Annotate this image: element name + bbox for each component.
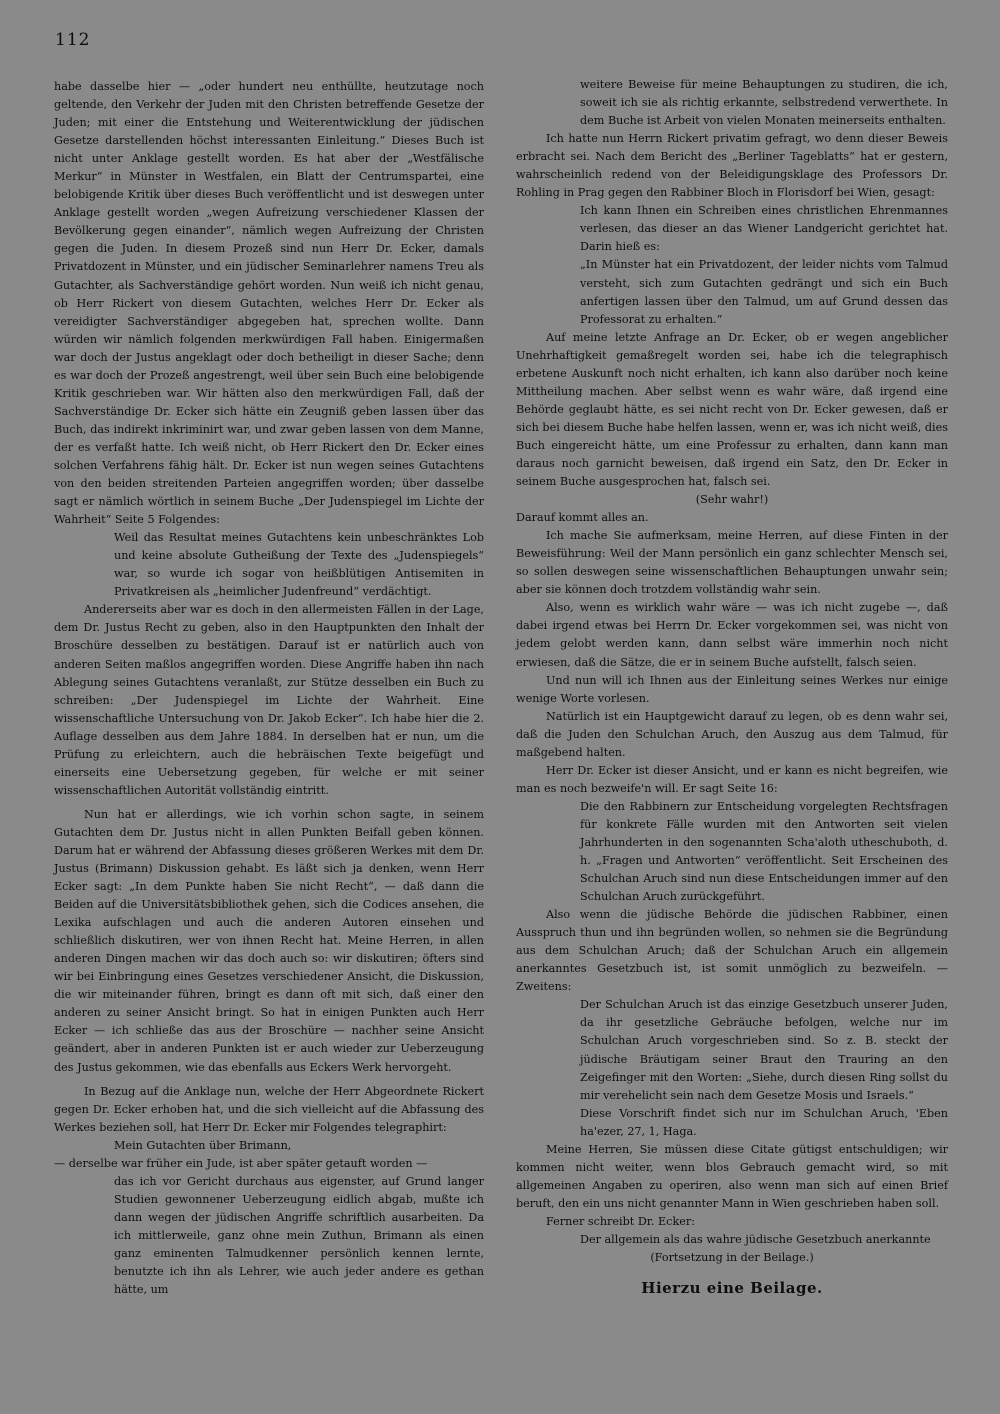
paragraph: Der Schulchan Aruch ist das einzige Gesetzbuch unserer Juden, da ihr gesetzliche Gebräuche befolgen, welche nur im Schulchan Aruch vorgeschrieben sind. So z. B. steckt der jüdische Bräutigam seiner Braut den Trauring an den Zeigefinger mit den Worten: „Siehe, durch diesen Ring sollst du mir verehelicht sein nach dem Gesetze Mosis und Israels.“ xyxy=(580,998,948,1102)
paragraph: Ferner schreibt Dr. Ecker: xyxy=(546,1214,695,1228)
paragraph: (Sehr wahr!) xyxy=(695,493,769,507)
page-number: 112 xyxy=(55,30,91,50)
paragraph: Diese Vorschrift findet sich nur im Schulchan Aruch, 'Eben ha'ezer, 27, 1, Haga. xyxy=(580,1106,948,1138)
paragraph: In Bezug auf die Anklage nun, welche der Herr Abgeordnete Rickert gegen Dr. Ecker erhoben hat, und die sich vielleicht auf die Abfassung des Werkes beziehen soll, hat Herr Dr. Ecker mir Folgendes telegraphirt: xyxy=(54,1084,484,1134)
paragraph: Darauf kommt alles an. xyxy=(516,511,649,525)
paragraph: Ich mache Sie aufmerksam, meine Herren, auf diese Finten in der Beweisführung: Weil der Mann persönlich ein ganz schlechter Mensch sei, so sollen deswegen seine wissenschaftlichen Behauptungen unwahr sein; aber sie können doch trotzdem vollständig wahr sein. xyxy=(516,529,948,597)
paragraph: (Fortsetzung in der Beilage.) xyxy=(650,1251,814,1265)
paragraph: das ich vor Gericht durchaus aus eigenster, auf Grund langer Studien gewonnener Ueberzeugung eidlich abgab, mußte ich dann wegen der jüdischen Angriffe schriftlich ausarbeiten. Da ich mittlerweile, ganz ohne mein Zuthun, Brimann als einen ganz eminenten Talmudkenner persönlich kennen lernte, benutzte ich ihn als Lehrer, wie auch jeder andere es gethan hätte, um xyxy=(114,1174,484,1297)
paragraph: Und nun will ich Ihnen aus der Einleitung seines Werkes nur einige wenige Worte vorlesen. xyxy=(516,673,948,705)
paragraph: Ich kann Ihnen ein Schreiben eines christlichen Ehrenmannes verlesen, das dieser an das Wiener Landgericht gerichtet hat. Darin hieß es: xyxy=(580,204,948,254)
paragraph: Nun hat er allerdings, wie ich vorhin schon sagte, in seinem Gutachten dem Dr. Justus nicht in allen Punkten Beifall geben können. Darum hat er während der Abfassung dieses größeren Werkes mit dem Dr. Justus (Brimann) Diskussion gehabt. Es läßt sich ja denken, wenn Herr Ecker sagt: „In dem Punkte haben Sie nicht Recht“, — daß dann die Beiden auf die Universitätsbibliothek gehen, sich die Codices ansehen, die Lexika aufschlagen und auch die anderen Autoren einsehen und schließlich diskutiren, wer von ihnen Recht hat. Meine Herren, in allen anderen Dingen machen wir das doch auch so: wir diskutiren; öfters sind wir bei Einbringung eines Gesetzes verschiedener Ansicht, die Diskussion, die wir miteinander führen, bringt es dann oft mit sich, daß einer den anderen zu seiner Ansicht bringt. So hat in einigen Punkten auch Herr Ecker — ich schließe das aus der Broschüre — nachher seine Ansicht geändert, aber in anderen Punkten ist er auch wieder zur Ueberzeugung des Justus gekommen, wie das ebenfalls aus Eckers Werk hervorgeht. xyxy=(54,807,484,1074)
supplement-notice: Hierzu eine Beilage. xyxy=(641,1279,823,1298)
paragraph: Auf meine letzte Anfrage an Dr. Ecker, ob er wegen angeblicher Unehrhaftigkeit gemaßregelt worden sei, habe ich die telegraphisch erbetene Auskunft noch nicht erhalten, ich kann also darüber noch keine Mittheilung machen. Aber selbst wenn es wahr wäre, daß irgend eine Behörde geglaubt hätte, es sei nicht recht von Dr. Ecker gewesen, daß er sich bei diesem Buche habe helfen lassen, wenn er, was ich nicht weiß, dies Buch eingereicht hätte, um eine Professur zu erhalten, dann kann man daraus noch garnicht beweisen, daß irgend ein Satz, den Dr. Ecker in seinem Buche ausgesprochen hat, falsch sei. xyxy=(516,330,948,489)
paragraph: Natürlich ist ein Hauptgewicht darauf zu legen, ob es denn wahr sei, daß die Juden den Schulchan Aruch, den Auszug aus dem Talmud, für maßgebend halten. xyxy=(516,709,948,759)
paragraph: Die den Rabbinern zur Entscheidung vorgelegten Rechtsfragen für konkrete Fälle wurden mit den Antworten seit vielen Jahrhunderten in den sogenannten Scha'aloth utheschuboth, d. h. „Fragen und Antworten“ veröffentlicht. Seit Erscheinen des Schulchan Aruch sind nun diese Entscheidungen immer auf den Schulchan Aruch zurückgeführt. xyxy=(580,799,948,904)
paragraph: Andererseits aber war es doch in den allermeisten Fällen in der Lage, dem Dr. Justus Recht zu geben, also in den Hauptpunkten den Inhalt der Broschüre desselben zu bestätigen. Darauf ist er natürlich auch von anderen Seiten maßlos angegriffen worden. Diese Angriffe haben ihn nach Ablegung seines Gutachtens veranlaßt, zur Stütze desselben ein Buch zu schreiben: „Der Judenspiegel im Lichte der Wahrheit. Eine wissenschaftliche Untersuchung von Dr. Jakob Ecker“. Ich habe hier die 2. Auflage desselben aus dem Jahre 1884. In derselben hat er nun, um die Prüfung zu erleichtern, auch die hebräischen Texte beigefügt und einerseits eine Uebersetzung gegeben, für welche er mit seiner wissenschaftlichen Autorität vollständig eintritt. xyxy=(54,603,484,797)
paragraph: „In Münster hat ein Privatdozent, der leider nichts vom Talmud versteht, sich zum Gutachten gedrängt und sich ein Buch anfertigen lassen über den Talmud, um auf Grund dessen das Professorat zu erhalten.“ xyxy=(580,258,948,326)
paragraph: Mein Gutachten über Brimann, xyxy=(114,1138,292,1152)
paragraph: Also, wenn es wirklich wahr wäre — was ich nicht zugebe —, daß dabei irgend etwas bei Herrn Dr. Ecker vorgekommen sei, was nicht von jedem gelobt werden kann, dann selbst wäre immerhin noch nicht erwiesen, daß die Sätze, die er in seinem Buche aufstellt, falsch seien. xyxy=(516,601,948,669)
paragraph: — derselbe war früher ein Jude, ist aber später getauft worden — xyxy=(54,1156,428,1170)
paragraph: Ich hatte nun Herrn Rickert privatim gefragt, wo denn dieser Beweis erbracht sei. Nach dem Bericht des „Berliner Tageblatts“ hat er gestern, wahrscheinlich redend von der Beleidigungsklage des Professors Dr. Rohling in Prag gegen den Rabbiner Bloch in Florisdorf bei Wien, gesagt: xyxy=(516,132,948,200)
paragraph: habe dasselbe hier — „oder hundert neu enthüllte, heutzutage noch geltende, den Verkehr der Juden mit den Christen betreffende Gesetze der Juden; mit einer die Entstehung und Weiterentwicklung der jüdischen Gesetze darstellenden höchst interessanten Einleitung.“ Dieses Buch ist nicht unter Anklage gestellt worden. Es hat aber der „Westfälische Merkur“ in Münster in Westfalen, ein Blatt der Centrumspartei, eine belobigende Kritik über dieses Buch veröffentlicht und ist deswegen unter Anklage gestellt worden „wegen Aufreizung verschiedener Klassen der Bevölkerung gegen einander“, nämlich wegen Aufreizung der Christen gegen die Juden. In diesem Prozeß sind nun Herr Dr. Ecker, damals Privatdozent in Münster, und ein jüdischer Seminarlehrer namens Treu als Gutachter, als Sachverständige gehört worden. Nun weiß ich nicht genau, ob Herr Rickert von diesem Gutachten, welches Herr Dr. Ecker als vereidigter Sachverständiger abgegeben hat, sprechen wollte. Dann würden wir nämlich folgenden merkwürdigen Fall haben. Einigermaßen war doch der Justus angeklagt oder doch betheiligt in dieser Sache; denn es war doch der Prozeß angestrengt, weil über sein Buch eine belobigende Kritik geschrieben war. Wir hätten also den merkwürdigen Fall, daß der Sachverständige Dr. Ecker sich hätte ein Zeugniß geben lassen über das Buch, das indirekt inkriminirt war, und zwar geben lassen von dem Manne, der es verfaßt hatte. Ich weiß nicht, ob Herr Rickert den Dr. Ecker eines solchen Verfahrens fähig hält. Dr. Ecker ist nun wegen seines Gutachtens von den beiden streitenden Parteien angegriffen worden; über dasselbe sagt er nämlich wörtlich in seinem Buche „Der Judenspiegel im Lichte der Wahrheit“ Seite 5 Folgendes: xyxy=(54,80,484,527)
right-column xyxy=(516,76,948,1297)
left-column xyxy=(54,78,484,1299)
paragraph: weitere Beweise für meine Behauptungen zu studiren, die ich, soweit ich sie als richtig erkannte, selbstredend verwerthete. In dem Buche ist Arbeit von vielen Monaten meinerseits enthalten. xyxy=(580,78,948,128)
paragraph: Herr Dr. Ecker ist dieser Ansicht, und er kann es nicht begreifen, wie man es noch bezweife'n will. Er sagt Seite 16: xyxy=(516,763,948,795)
paragraph: Meine Herren, Sie müssen diese Citate gütigst entschuldigen; wir kommen nicht weiter, wenn blos Gebrauch gemacht wird, so mit allgemeinen Angaben zu operiren, also wenn man sich auf einen Brief beruft, den ein uns nicht genannter Mann in Wien geschrieben haben soll. xyxy=(516,1142,948,1210)
paragraph: Also wenn die jüdische Behörde die jüdischen Rabbiner, einen Ausspruch thun und ihn begründen wollen, so nehmen sie die Begründung aus dem Schulchan Aruch; daß der Schulchan Aruch ein allgemein anerkanntes Gesetzbuch ist, ist somit unmöglich zu bezweifeln. — Zweitens: xyxy=(516,908,948,994)
paragraph: Der allgemein als das wahre jüdische Gesetzbuch anerkannte xyxy=(580,1233,931,1246)
paragraph: Weil das Resultat meines Gutachtens kein unbeschränktes Lob und keine absolute Gutheißung der Texte des „Judenspiegels“ war, so wurde ich sogar von heißblütigen Antisemiten in Privatkreisen als „heimlicher Judenfreund“ verdächtigt. xyxy=(114,531,484,599)
